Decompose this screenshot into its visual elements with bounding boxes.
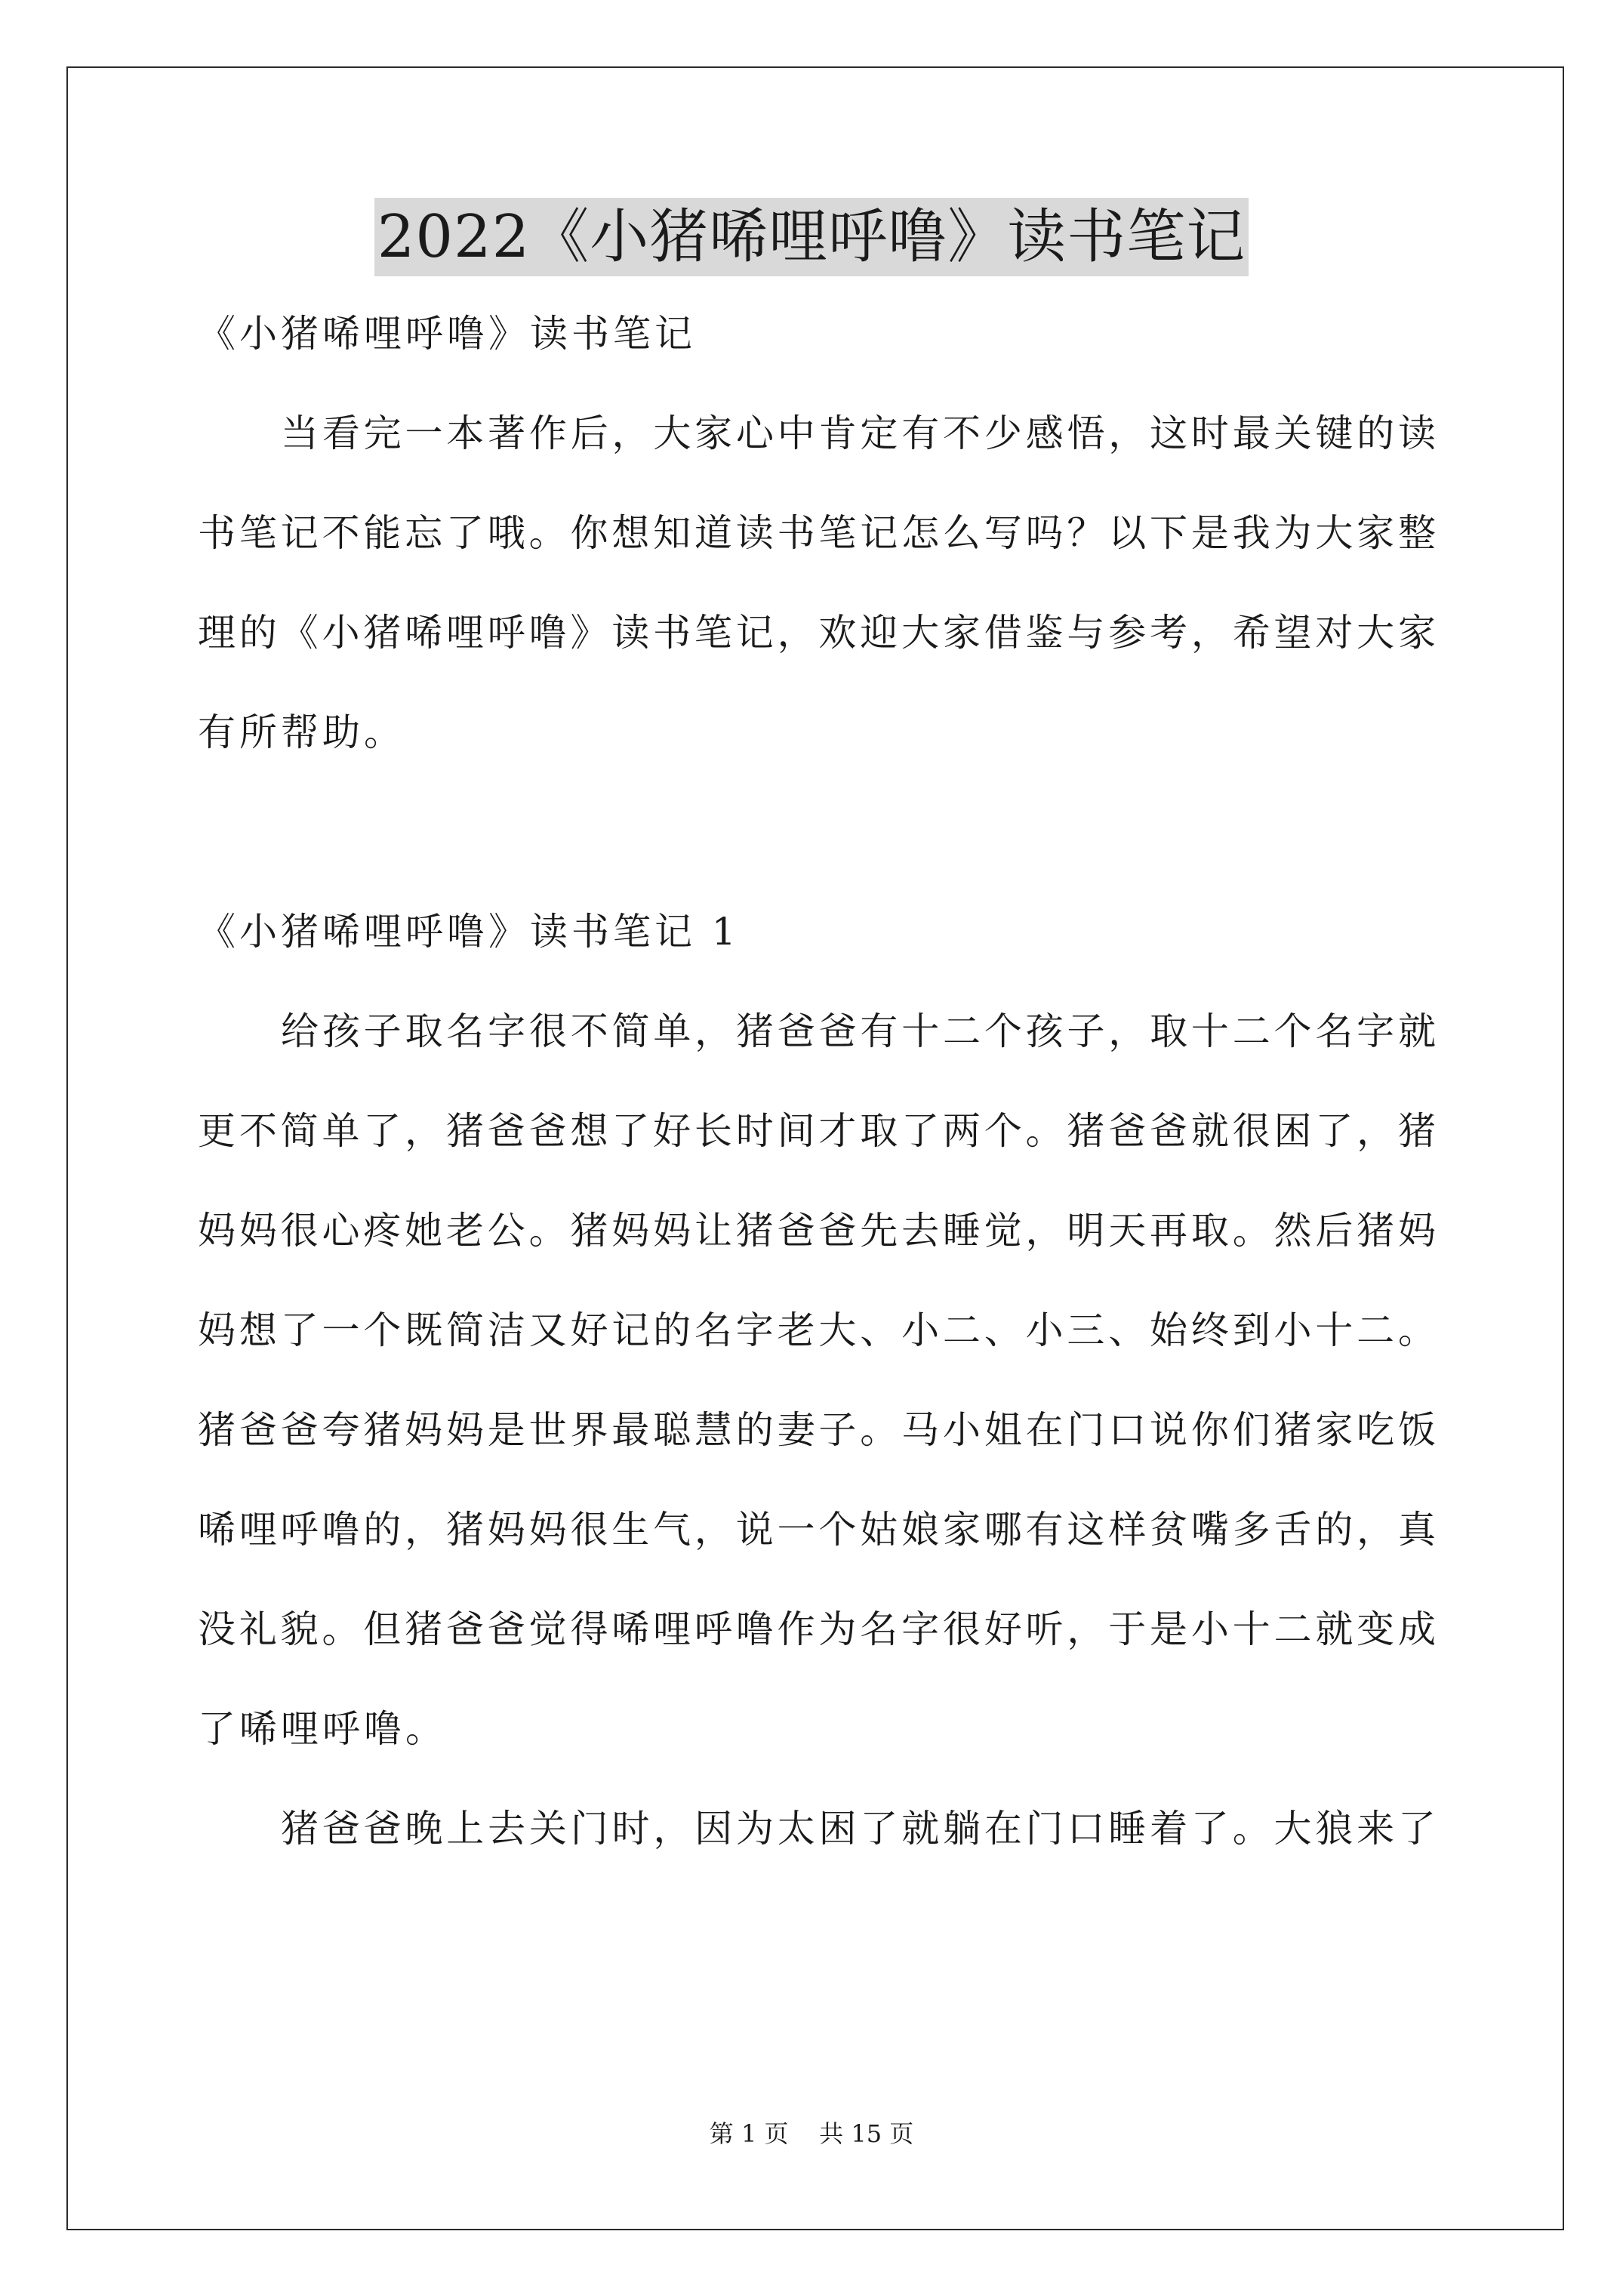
paragraph-line: 妈妈很心疼她老公。猪妈妈让猪爸爸先去睡觉，明天再取。然后猪妈 (198, 1209, 1436, 1253)
section-heading: 《小猪唏哩呼噜》读书笔记 1 (198, 910, 740, 954)
paragraph-line: 给孩子取名字很不简单，猪爸爸有十二个孩子，取十二个名字就 (281, 1009, 1436, 1053)
document-body (198, 306, 1436, 1900)
paragraph-line: 猪爸爸夸猪妈妈是世界最聪慧的妻子。马小姐在门口说你们猪家吃饭 (198, 1408, 1436, 1452)
paragraph-line: 更不简单了，猪爸爸想了好长时间才取了两个。猪爸爸就很困了，猪 (198, 1109, 1436, 1153)
section-heading: 《小猪唏哩呼噜》读书笔记 (198, 312, 696, 356)
paragraph-line: 没礼貌。但猪爸爸觉得唏哩呼噜作为名字很好听，于是小十二就变成 (198, 1607, 1436, 1651)
paragraph-line: 书笔记不能忘了哦。你想知道读书笔记怎么写吗？以下是我为大家整 (198, 511, 1436, 555)
paragraph-line: 了唏哩呼噜。 (198, 1707, 447, 1751)
title-container (0, 198, 1623, 276)
document-title: 2022《小猪唏哩呼噜》读书笔记 (374, 198, 1249, 276)
paragraph-line: 妈想了一个既简洁又好记的名字老大、小二、小三、始终到小十二。 (198, 1308, 1436, 1352)
paragraph-line: 有所帮助。 (198, 710, 405, 754)
paragraph-line: 当看完一本著作后，大家心中肯定有不少感悟，这时最关键的读 (281, 411, 1436, 455)
paragraph-line: 猪爸爸晚上去关门时，因为太困了就躺在门口睡着了。大狼来了 (281, 1807, 1436, 1851)
paragraph-line: 唏哩呼噜的，猪妈妈很生气，说一个姑娘家哪有这样贫嘴多舌的，真 (198, 1508, 1436, 1552)
page-number: 第 1 页 共 15 页 (709, 2119, 914, 2148)
paragraph-line: 理的《小猪唏哩呼噜》读书笔记，欢迎大家借鉴与参考，希望对大家 (198, 611, 1436, 655)
